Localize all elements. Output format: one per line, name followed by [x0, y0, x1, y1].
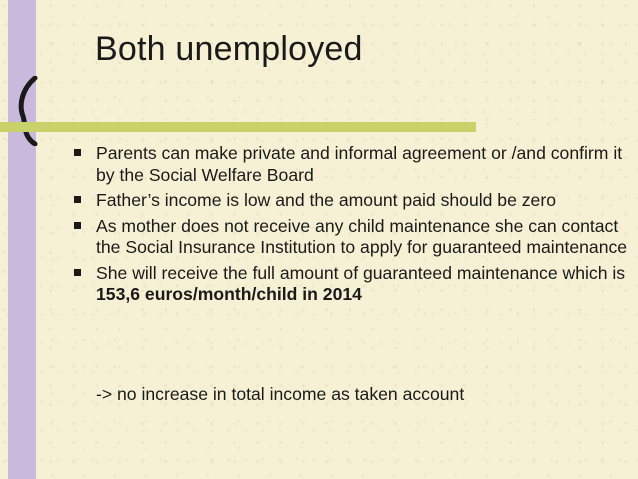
decorative-side-bar: [8, 0, 36, 479]
bullet-text: She will receive the full amount of guaranteed maintenance which is: [96, 262, 626, 283]
bracket-icon: [17, 76, 39, 146]
bullet-item: [72, 263, 628, 306]
bullet-text: Father’s income is low and the amount paid should be zero: [96, 190, 556, 210]
square-bullet-icon: [74, 222, 81, 229]
title-underline-rule: [0, 122, 476, 132]
bullet-item: [72, 143, 628, 186]
square-bullet-icon: [74, 149, 81, 156]
bullet-text: As mother does not receive any child maintenance she can contact the Social Insurance Institution to apply for guaranteed maintenance: [96, 215, 628, 257]
bullet-item: [72, 216, 628, 259]
slide-title: Both unemployed: [95, 30, 363, 68]
bullet-item: [72, 190, 628, 212]
bullet-bold-amount: 153,6 euros/month/child in 2014: [96, 284, 362, 304]
square-bullet-icon: [74, 269, 81, 276]
bullet-text: Parents can make private and informal agreement or /and confirm it by the Social Welfare Board: [96, 143, 623, 185]
bullet-list: [72, 143, 628, 306]
square-bullet-icon: [74, 196, 81, 203]
note-text: -> no increase in total income as taken account: [96, 384, 465, 404]
